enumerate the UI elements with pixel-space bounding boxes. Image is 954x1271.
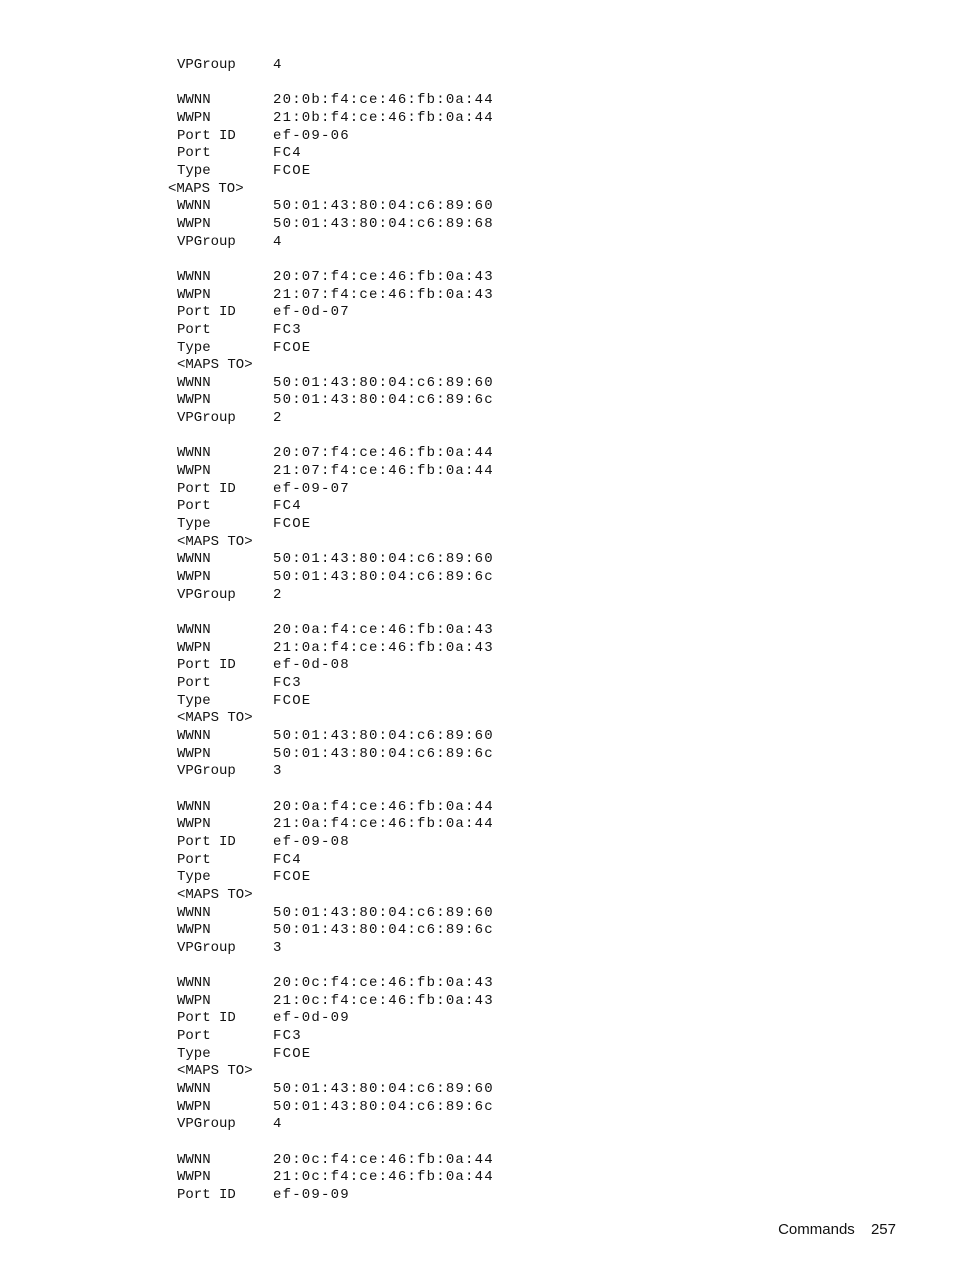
output-line [0, 993, 620, 1011]
field-value: ef-09-06 [273, 127, 350, 144]
field-value: 50:01:43:80:04:c6:89:6c [273, 745, 494, 762]
field-value: 3 [273, 939, 283, 956]
output-line [0, 922, 620, 940]
field-key: WWPN [177, 1098, 211, 1115]
field-value: 2 [273, 410, 283, 427]
output-line [0, 304, 620, 322]
field-value: 21:0a:f4:ce:46:fb:0a:43 [273, 639, 494, 656]
field-value: 21:0b:f4:ce:46:fb:0a:44 [273, 109, 494, 126]
output-line [0, 940, 620, 958]
field-key: WWPN [177, 392, 211, 409]
output-line [0, 869, 620, 887]
field-value: 50:01:43:80:04:c6:89:6c [273, 392, 494, 409]
field-key: VPGroup [177, 763, 236, 780]
field-key: WWNN [177, 92, 211, 109]
output-line [0, 816, 620, 834]
output-line [0, 975, 620, 993]
page-footer [778, 1221, 896, 1238]
field-key: WWNN [177, 445, 211, 462]
field-key: Port ID [177, 304, 236, 321]
output-line [0, 763, 620, 781]
field-key: <MAPS TO> [177, 1063, 253, 1080]
field-key: Port ID [177, 480, 236, 497]
field-value: FCOE [273, 692, 312, 709]
output-line [0, 392, 620, 410]
output-line [0, 905, 620, 923]
blank-line [0, 75, 620, 93]
field-value: 20:0a:f4:ce:46:fb:0a:44 [273, 798, 494, 815]
output-line [0, 1099, 620, 1117]
field-key: Type [177, 516, 211, 533]
blank-line [0, 781, 620, 799]
field-key: VPGroup [177, 586, 236, 603]
output-line [0, 799, 620, 817]
output-line [0, 1028, 620, 1046]
output-line [0, 710, 620, 728]
output-line [0, 57, 620, 75]
output-line [0, 693, 620, 711]
output-line [0, 1010, 620, 1028]
blank-line [0, 1134, 620, 1152]
output-line [0, 887, 620, 905]
field-value: 3 [273, 763, 283, 780]
field-value: ef-0d-08 [273, 657, 350, 674]
field-value: FCOE [273, 1045, 312, 1062]
field-key: WWNN [177, 798, 211, 815]
output-line [0, 1169, 620, 1187]
output-line [0, 269, 620, 287]
blank-line [0, 957, 620, 975]
field-key: Port [177, 851, 211, 868]
field-key: WWNN [177, 727, 211, 744]
field-value: 50:01:43:80:04:c6:89:60 [273, 1081, 494, 1098]
output-line [0, 657, 620, 675]
field-value: ef-09-09 [273, 1187, 350, 1203]
field-key: VPGroup [177, 57, 236, 73]
output-line [0, 534, 620, 552]
field-key: Type [177, 162, 211, 179]
field-key: WWNN [177, 374, 211, 391]
field-value: FC3 [273, 674, 302, 691]
output-line [0, 287, 620, 305]
field-value: 50:01:43:80:04:c6:89:60 [273, 904, 494, 921]
field-key: Type [177, 869, 211, 886]
output-line [0, 357, 620, 375]
field-key: Port ID [177, 1187, 236, 1203]
field-value: 50:01:43:80:04:c6:89:6c [273, 922, 494, 939]
output-line [0, 746, 620, 764]
field-key: <MAPS TO> [168, 180, 244, 197]
field-value: FC4 [273, 851, 302, 868]
output-line [0, 163, 620, 181]
field-key: Port ID [177, 657, 236, 674]
output-line [0, 640, 620, 658]
field-key: WWNN [177, 1151, 211, 1168]
field-value: FCOE [273, 516, 312, 533]
field-value: 21:07:f4:ce:46:fb:0a:44 [273, 463, 494, 480]
field-value: ef-09-08 [273, 833, 350, 850]
field-value: 50:01:43:80:04:c6:89:60 [273, 727, 494, 744]
page-number: 257 [870, 1221, 896, 1238]
output-line [0, 181, 620, 199]
field-value: 21:0c:f4:ce:46:fb:0a:43 [273, 992, 494, 1009]
output-line [0, 198, 620, 216]
field-value: 20:0b:f4:ce:46:fb:0a:44 [273, 92, 494, 109]
command-output-listing [0, 57, 620, 1205]
field-value: FC4 [273, 145, 302, 162]
field-key: Port ID [177, 127, 236, 144]
output-line [0, 569, 620, 587]
field-key: Type [177, 692, 211, 709]
field-key: Port [177, 1028, 211, 1045]
field-key: Port [177, 145, 211, 162]
field-value: 20:07:f4:ce:46:fb:0a:44 [273, 445, 494, 462]
field-value: 20:07:f4:ce:46:fb:0a:43 [273, 268, 494, 285]
field-value: 20:0a:f4:ce:46:fb:0a:43 [273, 622, 494, 638]
footer-section-title: Commands [778, 1221, 855, 1238]
field-key: WWPN [177, 463, 211, 480]
output-line [0, 516, 620, 534]
field-key: WWNN [177, 622, 211, 638]
field-key: WWNN [177, 551, 211, 568]
field-key: WWNN [177, 1081, 211, 1098]
output-line [0, 322, 620, 340]
field-value: ef-0d-07 [273, 304, 350, 321]
field-key: Port ID [177, 1010, 236, 1027]
output-line [0, 1046, 620, 1064]
field-key: Type [177, 339, 211, 356]
output-line [0, 92, 620, 110]
field-key: WWPN [177, 1169, 211, 1186]
output-line [0, 728, 620, 746]
field-value: FCOE [273, 162, 312, 179]
field-key: WWPN [177, 639, 211, 656]
field-key: <MAPS TO> [177, 533, 253, 550]
field-key: VPGroup [177, 233, 236, 250]
field-value: FCOE [273, 869, 312, 886]
field-key: WWPN [177, 816, 211, 833]
field-key: WWPN [177, 109, 211, 126]
field-value: 21:07:f4:ce:46:fb:0a:43 [273, 286, 494, 303]
blank-line [0, 251, 620, 269]
field-key: WWPN [177, 992, 211, 1009]
field-key: WWNN [177, 975, 211, 992]
output-line [0, 675, 620, 693]
output-line [0, 1116, 620, 1134]
field-value: FC4 [273, 498, 302, 515]
field-value: 20:0c:f4:ce:46:fb:0a:44 [273, 1151, 494, 1168]
output-line [0, 481, 620, 499]
output-line [0, 1152, 620, 1170]
field-key: WWNN [177, 904, 211, 921]
field-key: VPGroup [177, 410, 236, 427]
field-key: Port [177, 674, 211, 691]
output-line [0, 1063, 620, 1081]
field-value: FC3 [273, 321, 302, 338]
field-value: FCOE [273, 339, 312, 356]
field-value: 21:0a:f4:ce:46:fb:0a:44 [273, 816, 494, 833]
output-line [0, 340, 620, 358]
field-value: 50:01:43:80:04:c6:89:60 [273, 374, 494, 391]
output-line [0, 410, 620, 428]
field-value: 4 [273, 57, 283, 73]
output-line [0, 587, 620, 605]
field-key: Port [177, 498, 211, 515]
output-line [0, 375, 620, 393]
field-key: <MAPS TO> [177, 357, 253, 374]
field-key: VPGroup [177, 1116, 236, 1133]
blank-line [0, 604, 620, 622]
field-value: 4 [273, 1116, 283, 1133]
field-key: WWNN [177, 198, 211, 215]
field-value: FC3 [273, 1028, 302, 1045]
output-line [0, 852, 620, 870]
output-line [0, 145, 620, 163]
field-key: <MAPS TO> [177, 710, 253, 727]
output-line [0, 110, 620, 128]
output-line [0, 463, 620, 481]
field-key: Type [177, 1045, 211, 1062]
field-value: 50:01:43:80:04:c6:89:6c [273, 569, 494, 586]
output-line [0, 128, 620, 146]
field-value: 50:01:43:80:04:c6:89:60 [273, 551, 494, 568]
field-value: 4 [273, 233, 283, 250]
blank-line [0, 428, 620, 446]
output-line [0, 216, 620, 234]
field-key: WWPN [177, 286, 211, 303]
output-line [0, 234, 620, 252]
field-value: 50:01:43:80:04:c6:89:6c [273, 1098, 494, 1115]
output-line [0, 498, 620, 516]
field-key: Port ID [177, 833, 236, 850]
output-line [0, 445, 620, 463]
field-value: ef-0d-09 [273, 1010, 350, 1027]
output-line [0, 1187, 620, 1205]
output-line [0, 551, 620, 569]
output-line [0, 1081, 620, 1099]
field-key: WWPN [177, 215, 211, 232]
field-value: ef-09-07 [273, 480, 350, 497]
output-line [0, 622, 620, 640]
field-value: 50:01:43:80:04:c6:89:68 [273, 215, 494, 232]
field-value: 50:01:43:80:04:c6:89:60 [273, 198, 494, 215]
field-value: 21:0c:f4:ce:46:fb:0a:44 [273, 1169, 494, 1186]
output-line [0, 834, 620, 852]
field-key: WWPN [177, 745, 211, 762]
field-key: VPGroup [177, 939, 236, 956]
field-key: Port [177, 321, 211, 338]
field-key: WWPN [177, 569, 211, 586]
field-key: WWNN [177, 268, 211, 285]
field-value: 20:0c:f4:ce:46:fb:0a:43 [273, 975, 494, 992]
field-value: 2 [273, 586, 283, 603]
field-key: <MAPS TO> [177, 886, 253, 903]
field-key: WWPN [177, 922, 211, 939]
